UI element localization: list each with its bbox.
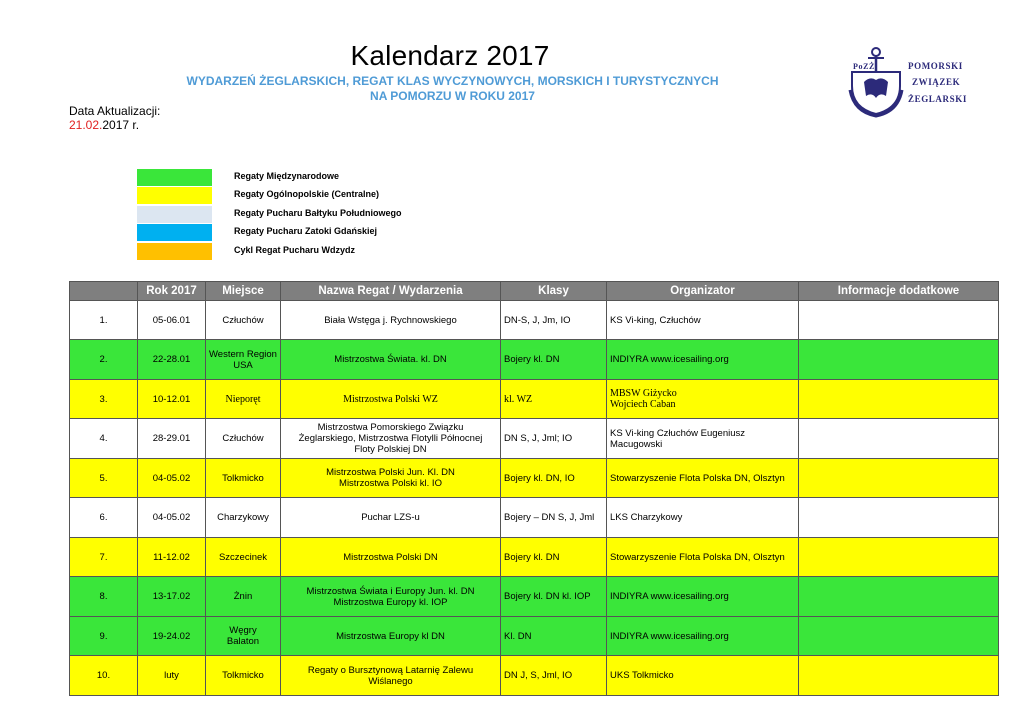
cell-event-name: Mistrzostwa Polski DN (281, 538, 501, 577)
cell-date: 13-17.02 (138, 577, 206, 617)
cell-info (799, 617, 999, 656)
cell-date: 04-05.02 (138, 459, 206, 498)
cell-classes: Kl. DN (501, 617, 607, 656)
update-date-day-month: 21.02. (69, 118, 103, 132)
logo-line-1: POMORSKI (908, 61, 963, 71)
cell-info (799, 498, 999, 538)
cell-date: 05-06.01 (138, 301, 206, 340)
cell-organizer: KS Vi-king, Człuchów (607, 301, 799, 340)
cell-number: 1. (70, 301, 138, 340)
cell-classes: kl. WZ (501, 380, 607, 419)
logo-shield-text: PoZŻ (853, 62, 875, 71)
cell-classes: Bojery kl. DN (501, 538, 607, 577)
legend-swatch (137, 187, 212, 204)
cell-classes: Bojery kl. DN kl. IOP (501, 577, 607, 617)
cell-place: Szczecinek (206, 538, 281, 577)
cell-organizer: MBSW Giżycko Wojciech Caban (607, 380, 799, 419)
page-title: Kalendarz 2017 (350, 40, 550, 71)
cell-place: Tolkmicko (206, 656, 281, 696)
cell-event-name: Mistrzostwa Świata. kl. DN (281, 340, 501, 380)
cell-organizer: Stowarzyszenie Flota Polska DN, Olsztyn (607, 459, 799, 498)
header-classes: Klasy (501, 282, 607, 301)
cell-event-name: Mistrzostwa Polski WZ (281, 380, 501, 419)
table-row (70, 617, 999, 656)
cell-organizer: KS Vi-king Człuchów Eugeniusz Macugowski (607, 419, 799, 459)
update-date (69, 118, 139, 132)
cell-classes: Bojery kl. DN (501, 340, 607, 380)
cell-date: 19-24.02 (138, 617, 206, 656)
subtitle-line-1: WYDARZEŃ ŻEGLARSKICH, REGAT KLAS WYCZYNOWYCH, MORSKICH I TURYSTYCZNYCH (186, 74, 719, 88)
subtitle-line-2: NA POMORZU W ROKU 2017 (370, 89, 535, 103)
legend-swatch (137, 169, 212, 186)
logo-line-3: ŻEGLARSKI (908, 94, 967, 104)
cell-date: 11-12.02 (138, 538, 206, 577)
table-row (70, 380, 999, 419)
cell-classes: Bojery kl. DN, IO (501, 459, 607, 498)
cell-organizer: Stowarzyszenie Flota Polska DN, Olsztyn (607, 538, 799, 577)
cell-event-name: Regaty o Bursztynową Latarnię Zalewu Wiślanego (281, 656, 501, 696)
cell-info (799, 459, 999, 498)
cell-place: Człuchów (206, 301, 281, 340)
cell-number: 8. (70, 577, 138, 617)
legend-label: Regaty Pucharu Zatoki Gdańskiej (234, 226, 378, 236)
cell-date: 04-05.02 (138, 498, 206, 538)
cell-number: 6. (70, 498, 138, 538)
table-row (70, 340, 999, 380)
cell-organizer: UKS Tolkmicko (607, 656, 799, 696)
cell-organizer: INDIYRA www.icesailing.org (607, 577, 799, 617)
legend-label: Regaty Ogólnopolskie (Centralne) (234, 189, 380, 199)
header-info: Informacje dodatkowe (799, 282, 999, 301)
cell-info (799, 419, 999, 459)
table-row (70, 419, 999, 459)
legend-label: Regaty Pucharu Bałtyku Południowego (234, 208, 402, 218)
cell-event-name: Biała Wstęga j. Rychnowskiego (281, 301, 501, 340)
cell-event-name: Mistrzostwa Polski Jun. Kl. DN Mistrzostwa Polski kl. IO (281, 459, 501, 498)
cell-info (799, 538, 999, 577)
legend-swatch (137, 243, 212, 260)
cell-number: 5. (70, 459, 138, 498)
cell-organizer: INDIYRA www.icesailing.org (607, 340, 799, 380)
header-number (70, 282, 138, 301)
header-event-name: Nazwa Regat / Wydarzenia (281, 282, 501, 301)
cell-number: 4. (70, 419, 138, 459)
cell-place: Western Region USA (206, 340, 281, 380)
cell-date: 28-29.01 (138, 419, 206, 459)
pozz-logo (846, 46, 976, 118)
cell-event-name: Mistrzostwa Europy kl DN (281, 617, 501, 656)
cell-number: 9. (70, 617, 138, 656)
cell-organizer: INDIYRA www.icesailing.org (607, 617, 799, 656)
header-organizer: Organizator (607, 282, 799, 301)
cell-event-name: Puchar LZS-u (281, 498, 501, 538)
table-row (70, 498, 999, 538)
logo-line-2: ZWIĄZEK (912, 77, 961, 87)
legend-label: Regaty Międzynarodowe (234, 171, 340, 181)
events-table (69, 281, 999, 696)
cell-place: Węgry Balaton (206, 617, 281, 656)
cell-place: Nieporęt (206, 380, 281, 419)
table-row (70, 656, 999, 696)
legend-label: Cykl Regat Pucharu Wdzydz (234, 245, 356, 255)
anchor-shield-icon (846, 46, 906, 118)
cell-event-name: Mistrzostwa Pomorskiego Związku Żeglarskiego, Mistrzostwa Flotylli Północnej Floty Polskiej DN (281, 419, 501, 459)
header-date: Rok 2017 (138, 282, 206, 301)
cell-date: 10-12.01 (138, 380, 206, 419)
table-header-row (70, 282, 999, 301)
cell-classes: DN J, S, Jml, IO (501, 656, 607, 696)
cell-classes: DN S, J, Jml; IO (501, 419, 607, 459)
update-date-year: 2017 r. (102, 118, 140, 132)
table-row (70, 301, 999, 340)
table-row (70, 577, 999, 617)
cell-info (799, 656, 999, 696)
cell-number: 3. (70, 380, 138, 419)
header-place: Miejsce (206, 282, 281, 301)
cell-event-name: Mistrzostwa Świata i Europy Jun. kl. DN Mistrzostwa Europy kl. IOP (281, 577, 501, 617)
cell-info (799, 380, 999, 419)
cell-date: luty (138, 656, 206, 696)
cell-date: 22-28.01 (138, 340, 206, 380)
cell-place: Człuchów (206, 419, 281, 459)
legend-swatch (137, 224, 212, 241)
cell-info (799, 577, 999, 617)
cell-classes: Bojery – DN S, J, Jml (501, 498, 607, 538)
cell-classes: DN-S, J, Jm, IO (501, 301, 607, 340)
cell-info (799, 301, 999, 340)
cell-number: 2. (70, 340, 138, 380)
legend-swatch (137, 206, 212, 223)
cell-organizer: LKS Charzykowy (607, 498, 799, 538)
table-row (70, 538, 999, 577)
cell-place: Tolkmicko (206, 459, 281, 498)
cell-place: Żnin (206, 577, 281, 617)
cell-number: 7. (70, 538, 138, 577)
cell-number: 10. (70, 656, 138, 696)
cell-info (799, 340, 999, 380)
table-row (70, 459, 999, 498)
cell-place: Charzykowy (206, 498, 281, 538)
update-label: Data Aktualizacji: (69, 104, 161, 118)
